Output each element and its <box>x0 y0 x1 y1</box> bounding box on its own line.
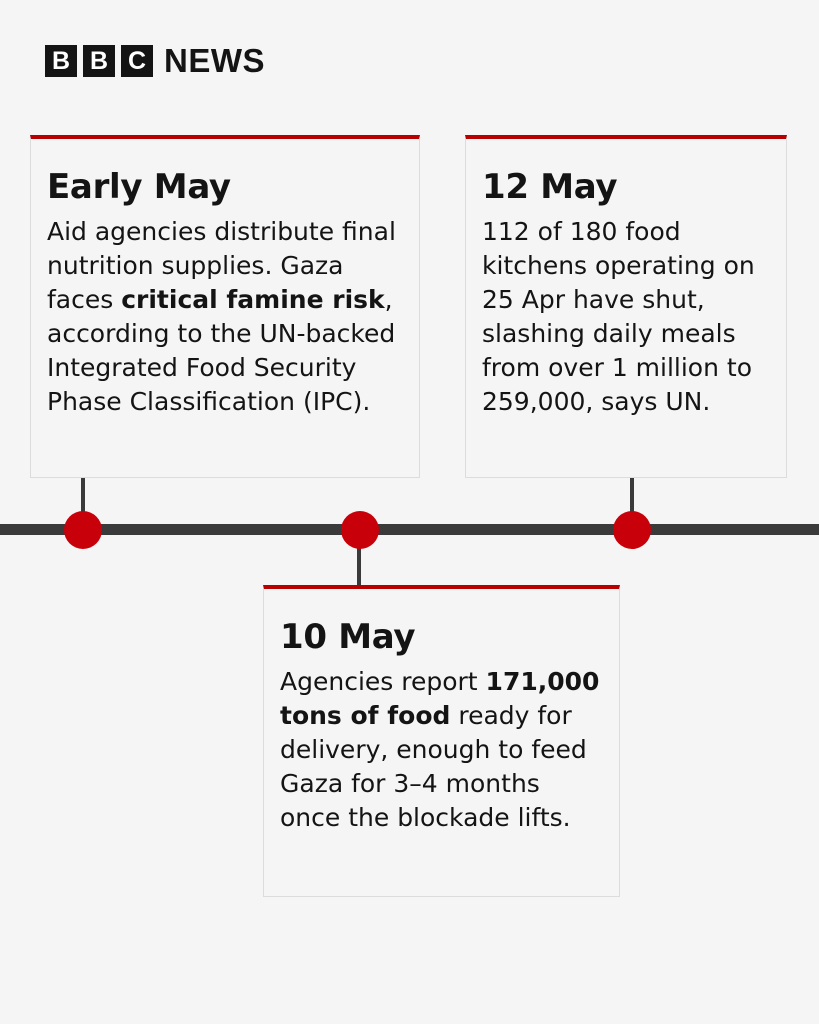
timeline-marker-10-may <box>341 511 379 549</box>
logo-letter-b1: B <box>45 45 77 77</box>
logo-letter-c: C <box>121 45 153 77</box>
event-date: Early May <box>47 167 231 207</box>
timeline-axis <box>0 524 819 535</box>
event-card-early-may <box>30 135 420 478</box>
timeline-marker-12-may <box>613 511 651 549</box>
event-date: 12 May <box>482 167 618 207</box>
event-description: 112 of 180 food kitchens operating on 25 Apr have shut, slashing daily meals from over 1 million to 259,000, says UN. <box>482 217 755 416</box>
event-card-12-may <box>465 135 787 478</box>
event-highlight: critical famine risk <box>121 285 385 314</box>
event-highlight: 171,000 tons of food <box>280 667 600 730</box>
bbc-news-logo <box>45 42 265 79</box>
event-card-10-may <box>263 585 620 897</box>
timeline-marker-early-may <box>64 511 102 549</box>
logo-letter-b2: B <box>83 45 115 77</box>
event-description: Agencies report 171,000 tons of food ready for delivery, enough to feed Gaza for 3–4 months once the blockade lifts. <box>280 667 600 832</box>
logo-news-text: NEWS <box>164 42 265 79</box>
event-description: Aid agencies distribute final nutrition supplies. Gaza faces critical famine risk, according to the UN-backed Integrated Food Security Phase Classification (IPC). <box>47 217 396 416</box>
event-date: 10 May <box>280 617 416 657</box>
